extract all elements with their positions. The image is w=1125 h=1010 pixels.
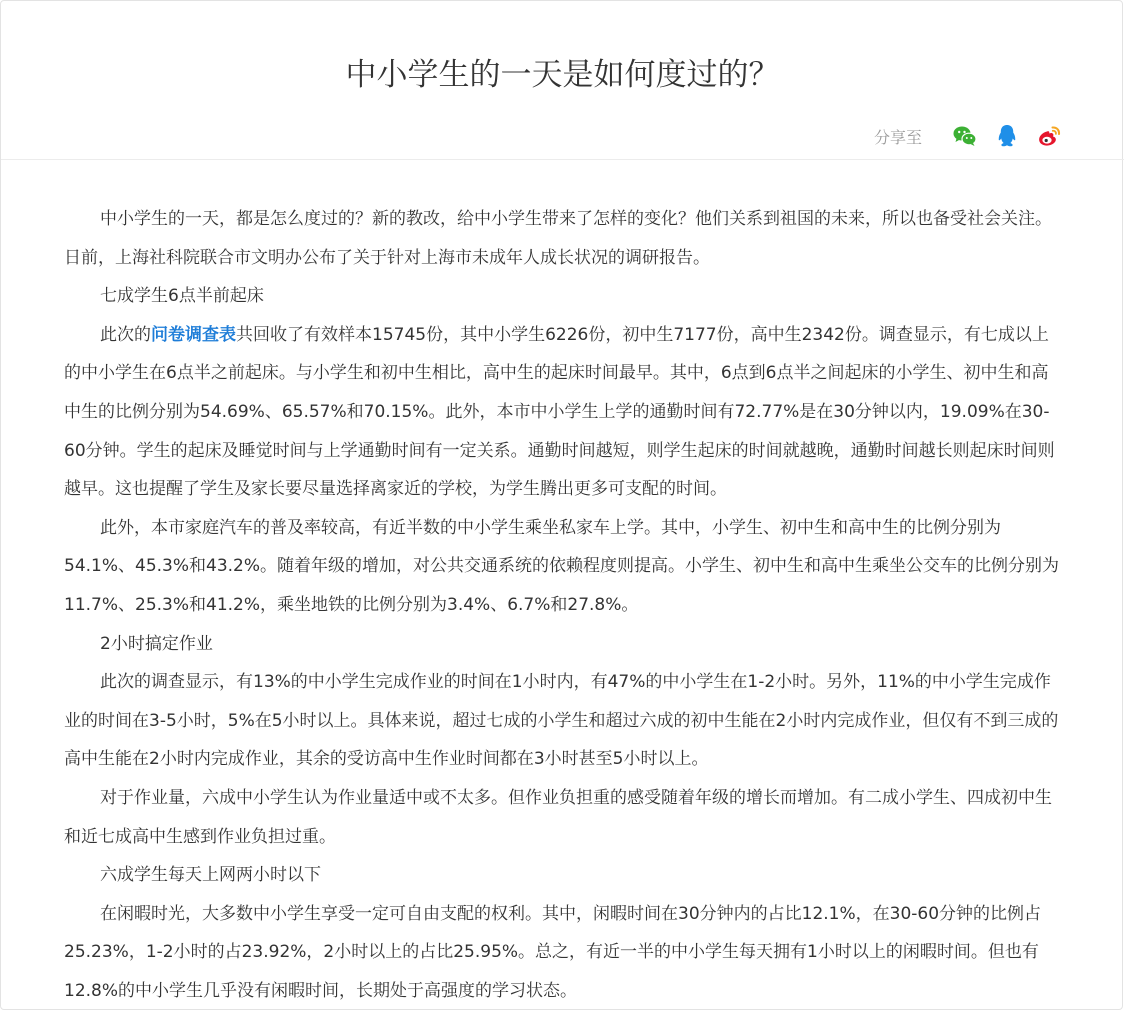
paragraph-text: 共回收了有效样本15745份，其中小学生6226份，初中生7177份，高中生2342份。调查显示，有七成以上的中小学生在6点半之前起床。与小学生和初中生相比，高中生的起床时间最早。其中，6点到6点半之间起床的小学生、初中生和高中生的比例分别为54.69%、65.57%和70.15%。此外，本市中小学生上学的通勤时间有72.77%是在30分钟以内，19.09%在30-60分钟。学生的起床及睡觉时间与上学通勤时间有一定关系。通勤时间越短，则学生起床的时间就越晚，通勤时间越长则起床时间则越早。这也提醒了学生及家长要尽量选择离家近的学校，为学生腾出更多可支配的时间。 <box>64 324 1055 500</box>
paragraph-text: 此次的 <box>100 324 151 345</box>
paragraph <box>64 316 1064 509</box>
weibo-icon[interactable] <box>1036 123 1062 149</box>
paragraph: 中小学生的一天，都是怎么度过的？新的教改，给中小学生带来了怎样的变化？他们关系到祖国的未来，所以也备受社会关注。日前，上海社科院联合市文明办公布了关于针对上海市未成年人成长状况的调研报告。 <box>64 209 1052 268</box>
article-title: 中小学生的一天是如何度过的？ <box>345 57 780 93</box>
qq-icon[interactable] <box>994 123 1020 149</box>
section-heading: 2小时搞定作业 <box>100 633 213 654</box>
paragraph: 此次的调查显示，有13%的中小学生完成作业的时间在1小时内，有47%的中小学生在1-2小时。另外，11%的中小学生完成作业的时间在3-5小时，5%在5小时以上。具体来说，超过七成的小学生和超过六成的初中生能在2小时内完成作业，但仅有不到三成的高中生能在2小时内完成作业，其余的受访高中生作业时间都在3小时甚至5小时以上。 <box>64 672 1059 770</box>
article-body <box>64 200 1064 1010</box>
section-heading: 七成学生6点半前起床 <box>100 286 264 307</box>
wechat-icon[interactable] <box>952 123 978 149</box>
paragraph: 此外，本市家庭汽车的普及率较高，有近半数的中小学生乘坐私家车上学。其中，小学生、初中生和高中生的比例分别为54.1%、45.3%和43.2%。随着年级的增加，对公共交通系统的依赖程度则提高。小学生、初中生和高中生乘坐公交车的比例分别为11.7%、25.3%和41.2%，乘坐地铁的比例分别为3.4%、6.7%和27.8%。 <box>64 517 1060 615</box>
questionnaire-link[interactable]: 问卷调查表 <box>151 324 236 345</box>
paragraph: 对于作业量，六成中小学生认为作业量适中或不太多。但作业负担重的感受随着年级的增长而增加。有二成小学生、四成初中生和近七成高中生感到作业负担过重。 <box>64 787 1052 847</box>
share-bar <box>874 122 1062 150</box>
section-heading: 六成学生每天上网两小时以下 <box>100 865 321 886</box>
share-label: 分享至 <box>873 127 922 147</box>
paragraph: 在闲暇时光，大多数中小学生享受一定可自由支配的权利。其中，闲暇时间在30分钟内的占比12.1%，在30-60分钟的比例占25.23%，1-2小时的占23.92%，2小时以上的占比25.95%。总之，有近一半的中小学生每天拥有1小时以上的闲暇时间。但也有12.8%的中小学生几乎没有闲暇时间，长期处于高强度的学习状态。 <box>64 903 1042 1001</box>
article-header <box>1 1 1124 160</box>
